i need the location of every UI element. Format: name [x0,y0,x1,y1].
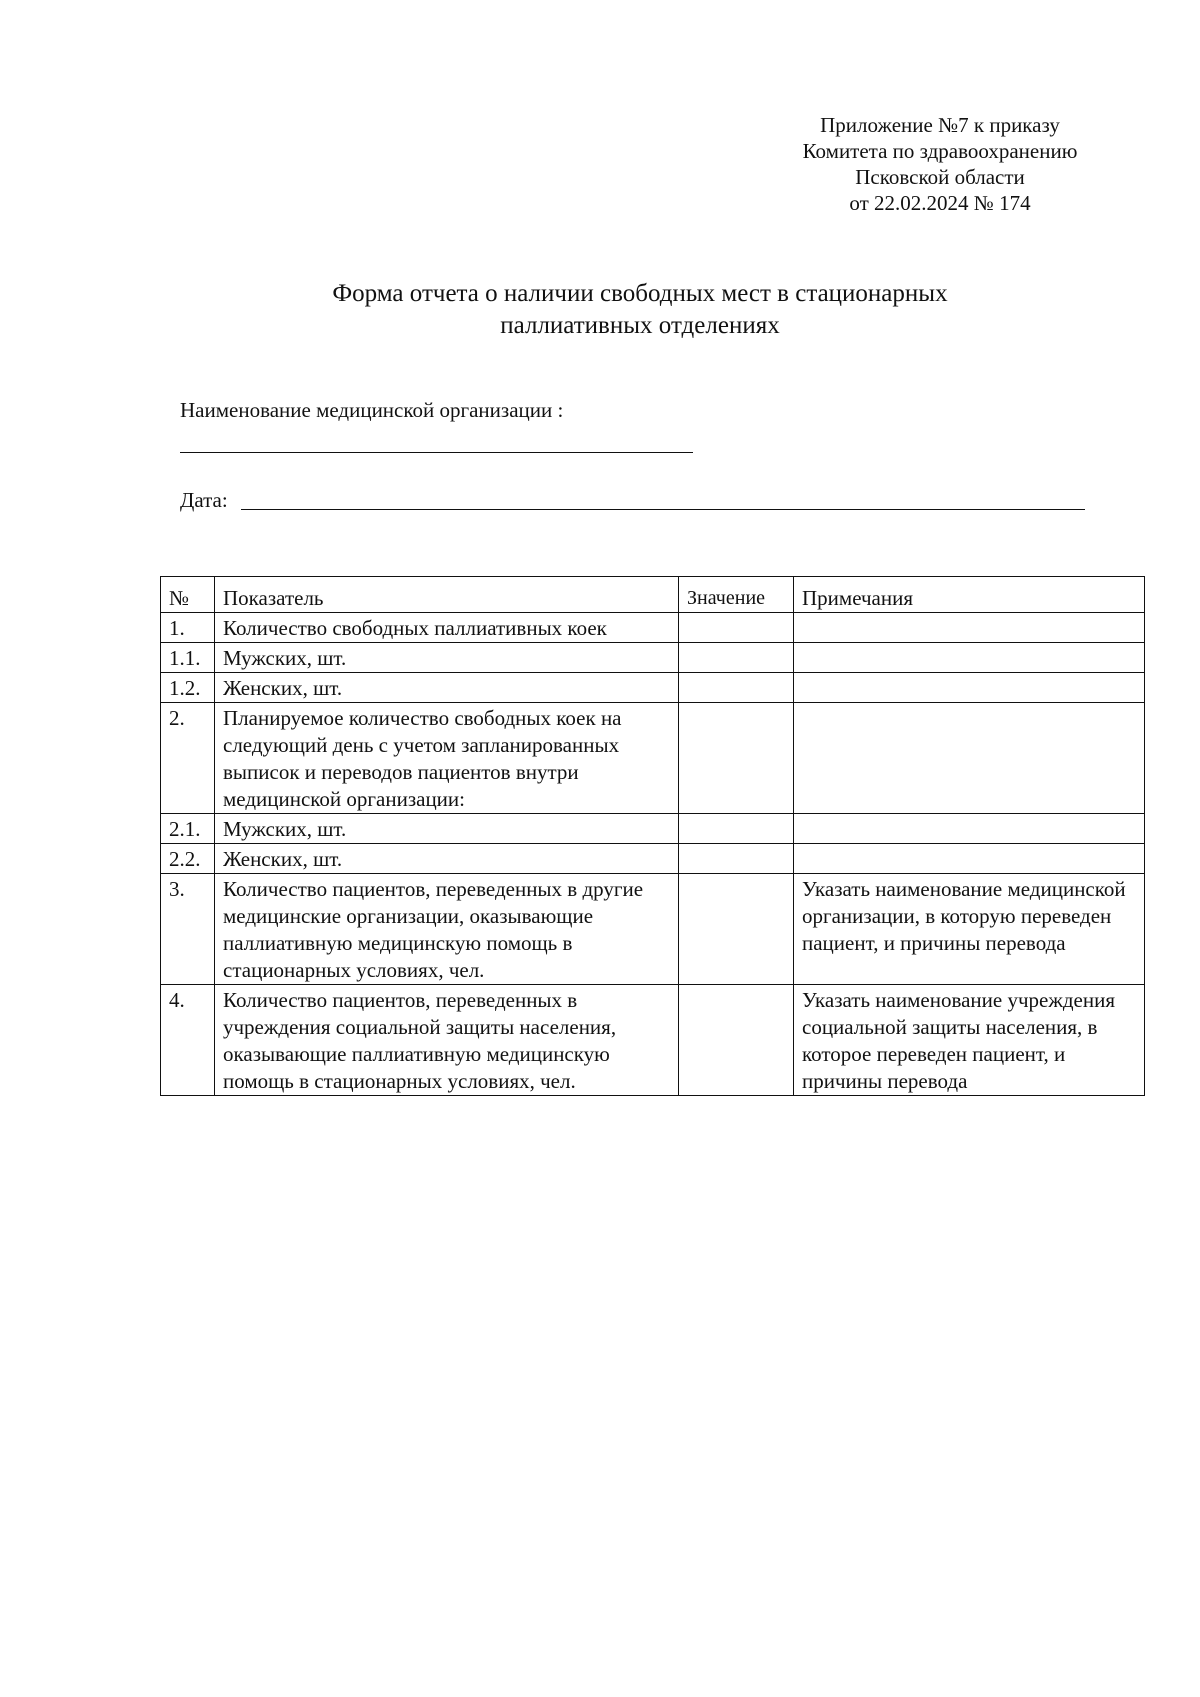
appendix-line-3: Псковской области [855,165,1025,189]
header-notes: Примечания [794,577,1145,613]
report-table [160,576,1145,1096]
row-value[interactable] [679,985,794,1096]
row-value[interactable] [679,703,794,814]
table-row [161,814,1145,844]
row-notes[interactable] [794,643,1145,673]
header-value: Значение [679,577,794,613]
row-indicator: Количество пациентов, переведенных в другие медицинские организации, оказывающие паллиативную медицинскую помощь в стационарных условиях, чел. [215,874,679,985]
row-indicator: Женских, шт. [215,844,679,874]
row-value[interactable] [679,643,794,673]
title-line-1: Форма отчета о наличии свободных мест в стационарных [332,280,948,307]
row-notes[interactable] [794,703,1145,814]
table-header-row [161,577,1145,613]
row-num: 1.1. [161,643,215,673]
row-indicator: Планируемое количество свободных коек на следующий день с учетом запланированных выписок и переводов пациентов внутри медицинской организации: [215,703,679,814]
table-row [161,703,1145,814]
row-indicator: Количество свободных паллиативных коек [215,613,679,643]
appendix-header [760,112,1120,216]
table-row [161,643,1145,673]
row-value[interactable] [679,844,794,874]
row-indicator: Мужских, шт. [215,814,679,844]
row-num: 3. [161,874,215,985]
document-title [230,278,1050,342]
row-num: 2.1. [161,814,215,844]
row-value[interactable] [679,613,794,643]
table-row [161,844,1145,874]
row-num: 2. [161,703,215,814]
table-row [161,874,1145,985]
date-label: Дата: [180,488,228,512]
row-notes[interactable]: Указать наименование медицинской организации, в которую переведен пациент, и причины перевода [794,874,1145,985]
appendix-line-2: Комитета по здравоохранению [802,139,1078,163]
row-notes[interactable] [794,613,1145,643]
appendix-line-1: Приложение №7 к приказу [820,113,1060,137]
appendix-line-4: от 22.02.2024 № 174 [849,191,1031,215]
row-notes[interactable] [794,814,1145,844]
row-indicator: Женских, шт. [215,673,679,703]
org-name-label: Наименование медицинской организации : [180,398,564,422]
table-row [161,985,1145,1096]
header-indicator: Показатель [215,577,679,613]
row-num: 4. [161,985,215,1096]
row-value[interactable] [679,814,794,844]
title-line-2: паллиативных отделениях [500,312,780,339]
row-notes[interactable] [794,673,1145,703]
header-num: № [161,577,215,613]
row-value[interactable] [679,874,794,985]
row-notes[interactable] [794,844,1145,874]
date-blank-line[interactable] [241,509,1085,510]
row-indicator: Количество пациентов, переведенных в учреждения социальной защиты населения, оказывающие паллиативную медицинскую помощь в стационарных условиях, чел. [215,985,679,1096]
row-num: 2.2. [161,844,215,874]
row-notes[interactable]: Указать наименование учреждения социальной защиты населения, в которое переведен пациент, и причины перевода [794,985,1145,1096]
row-num: 1.2. [161,673,215,703]
row-indicator: Мужских, шт. [215,643,679,673]
row-num: 1. [161,613,215,643]
table-row [161,673,1145,703]
org-name-blank-line[interactable] [180,452,693,453]
table-row [161,613,1145,643]
row-value[interactable] [679,673,794,703]
